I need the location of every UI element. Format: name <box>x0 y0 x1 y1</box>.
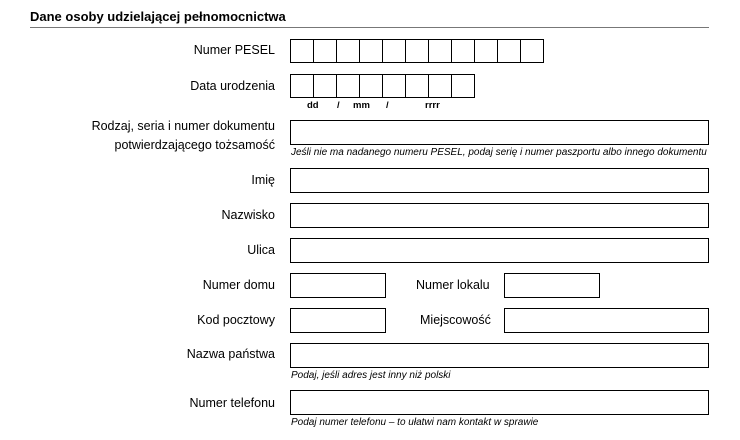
house-number-input[interactable] <box>290 273 386 298</box>
city-input[interactable] <box>504 308 709 333</box>
pesel-cell-4[interactable] <box>359 39 383 63</box>
section-divider <box>30 27 709 28</box>
pesel-cell-10[interactable] <box>497 39 521 63</box>
date-hint-day: dd <box>307 100 319 111</box>
last-name-label: Nazwisko <box>221 208 275 222</box>
birth-date-cell-3[interactable] <box>336 74 360 98</box>
document-hint: Jeśli nie ma nadanego numeru PESEL, podaj serię i numer paszportu albo innego dokumentu <box>291 147 707 158</box>
pesel-cell-2[interactable] <box>313 39 337 63</box>
pesel-cell-6[interactable] <box>405 39 429 63</box>
apartment-number-input[interactable] <box>504 273 600 298</box>
birth-date-input[interactable] <box>290 74 475 98</box>
apartment-number-label: Numer lokalu <box>416 278 490 292</box>
birth-date-label: Data urodzenia <box>190 79 275 93</box>
pesel-cell-1[interactable] <box>290 39 314 63</box>
postal-code-label: Kod pocztowy <box>197 313 275 327</box>
first-name-input[interactable] <box>290 168 709 193</box>
street-label: Ulica <box>247 243 275 257</box>
birth-date-cell-1[interactable] <box>290 74 314 98</box>
pesel-cell-9[interactable] <box>474 39 498 63</box>
postal-code-input[interactable] <box>290 308 386 333</box>
date-hint-sep-2: / <box>386 100 389 111</box>
country-label: Nazwa państwa <box>186 347 275 361</box>
pesel-cell-11[interactable] <box>520 39 544 63</box>
pesel-input[interactable] <box>290 39 544 63</box>
birth-date-cell-7[interactable] <box>428 74 452 98</box>
pesel-cell-7[interactable] <box>428 39 452 63</box>
birth-date-cell-4[interactable] <box>359 74 383 98</box>
document-input[interactable] <box>290 120 709 145</box>
date-hint-year: rrrr <box>425 100 440 111</box>
birth-date-cell-8[interactable] <box>451 74 475 98</box>
date-hint-month: mm <box>353 100 370 111</box>
pesel-label: Numer PESEL <box>193 43 275 57</box>
phone-label: Numer telefonu <box>189 396 275 410</box>
phone-hint: Podaj numer telefonu – to ułatwi nam kontakt w sprawie <box>291 417 539 428</box>
pesel-cell-3[interactable] <box>336 39 360 63</box>
first-name-label: Imię <box>251 173 275 187</box>
country-input[interactable] <box>290 343 709 368</box>
street-input[interactable] <box>290 238 709 263</box>
date-hint-sep-1: / <box>337 100 340 111</box>
pesel-cell-8[interactable] <box>451 39 475 63</box>
city-label: Miejscowość <box>420 313 491 327</box>
birth-date-cell-6[interactable] <box>405 74 429 98</box>
country-hint: Podaj, jeśli adres jest inny niż polski <box>291 370 451 381</box>
birth-date-cell-2[interactable] <box>313 74 337 98</box>
last-name-input[interactable] <box>290 203 709 228</box>
house-number-label: Numer domu <box>202 278 275 292</box>
phone-input[interactable] <box>290 390 709 415</box>
document-label-line-2: potwierdzającego tożsamość <box>114 138 275 152</box>
document-label <box>92 117 275 155</box>
section-title: Dane osoby udzielającej pełnomocnictwa <box>30 9 286 24</box>
pesel-cell-5[interactable] <box>382 39 406 63</box>
document-label-line-1: Rodzaj, seria i numer dokumentu <box>91 119 275 133</box>
birth-date-cell-5[interactable] <box>382 74 406 98</box>
